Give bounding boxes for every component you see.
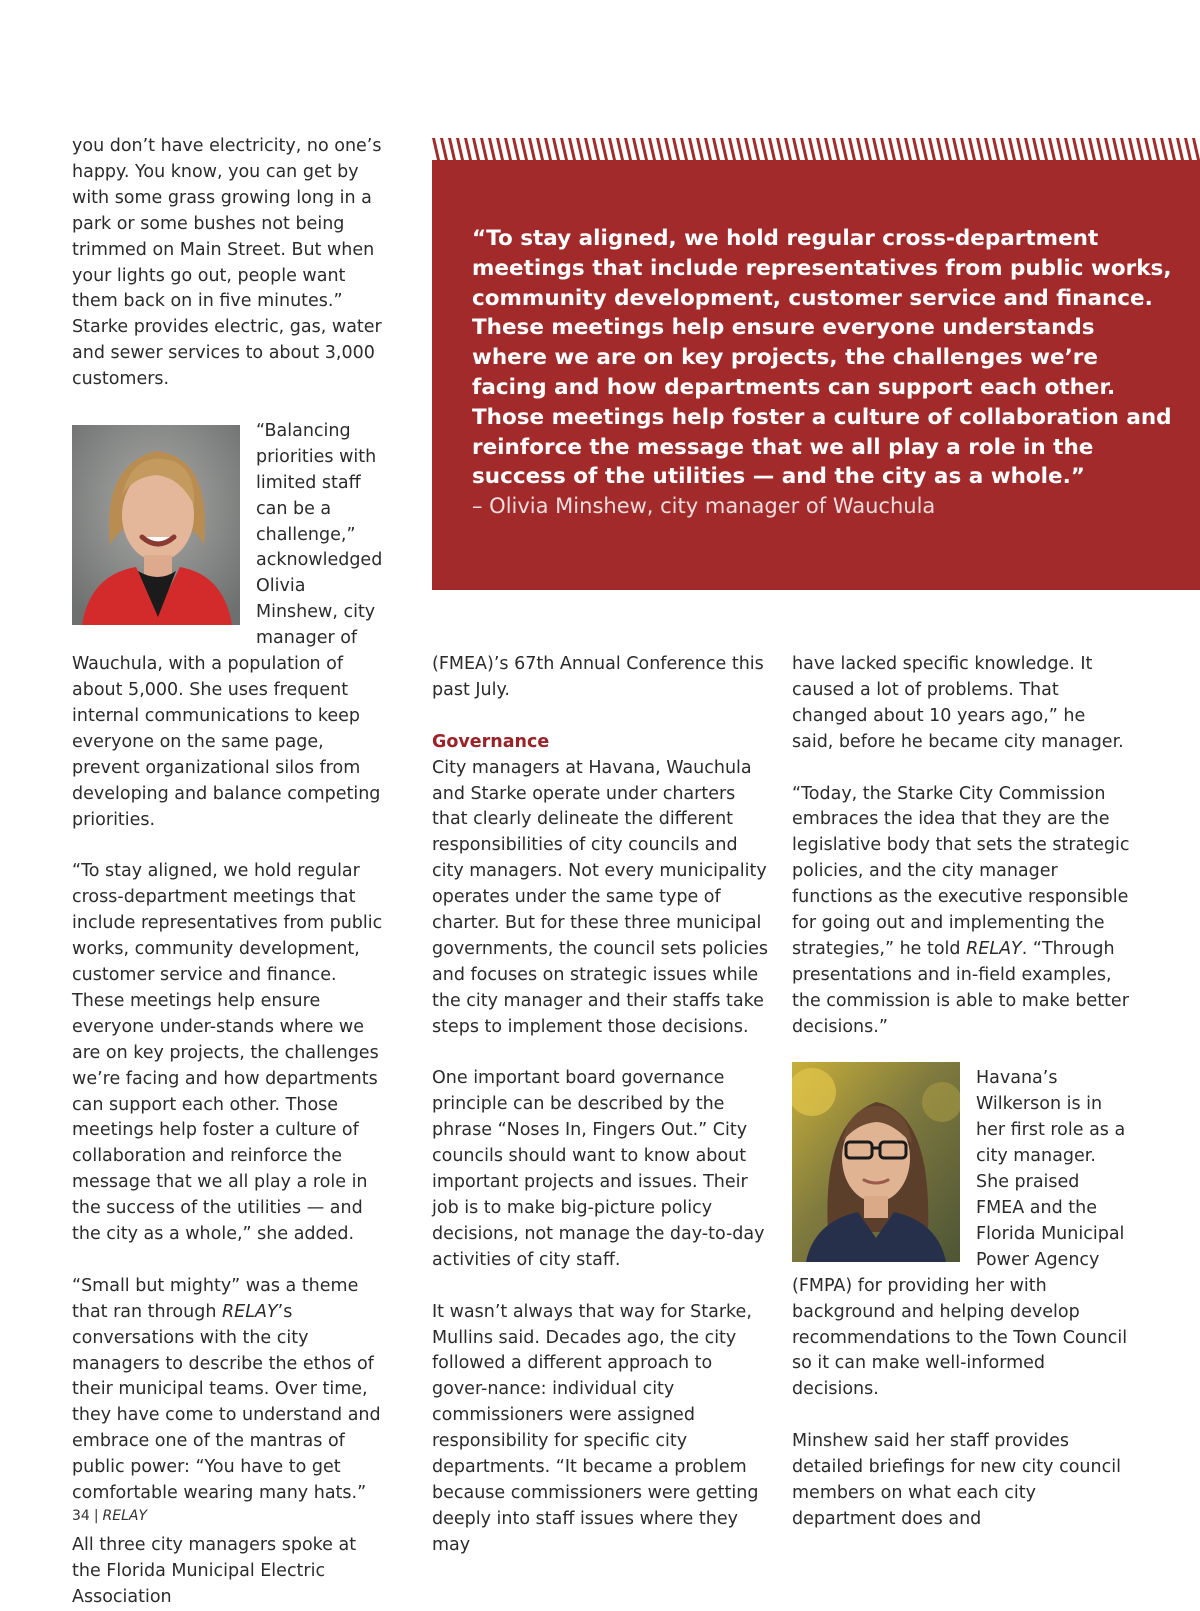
col3-paragraph-1: have lacked specific knowledge. It caused a lot of problems. That changed about 10 years ago,” he said, before he became city manager. <box>792 654 1124 752</box>
col1-paragraph-3: “To stay aligned, we hold regular cross-department meetings that include representatives from public works, community development, customer service and finance. These meetings help ensure everyone under-stands where we are on key projects, the challenges we’re facing and how departments can support each other. Those meetings help foster a culture of collaboration and reinforce the message that we all play a role in the success of the utilities — and the city as a whole,” she added. <box>72 861 383 1245</box>
article-column-2 <box>432 652 772 1559</box>
col2-paragraph-2: City managers at Havana, Wauchula and Starke operate under charters that clearly delineate the different responsibilities of city councils and city managers. Not every municipality operates under the same type of charter. But for these three municipal governments, the council sets policies and focuses on strategic issues while the city manager and their staffs take steps to implement those decisions. <box>432 757 768 1037</box>
col3-paragraph-3: Havana’s Wilkerson is in her first role as a city manager. She praised FMEA and the Florida Municipal Power Agency (FMPA) for providing her with background and helping develop recommendations to the Town Council so it can make well-informed decisions. <box>792 1068 1128 1400</box>
col1-paragraph-1: you don’t have electricity, no one’s happy. You know, you can get by with some grass growing long in a park or some bushes not being trimmed on Main Street. But when your lights go out, people want them back on in five minutes.” Starke provides electric, gas, water and sewer services to about 3,000 customers. <box>72 136 382 390</box>
col2-paragraph-3: One important board governance principle can be described by the phrase “Noses In, Fingers Out.” City councils should want to know about important projects and issues. Their job is to make big-picture policy decisions, not manage the day-to-day activities of city staff. <box>432 1068 765 1270</box>
col3-paragraph-2 <box>792 782 1132 1041</box>
col3-paragraph-4: Minshew said her staff provides detailed briefings for new city council members on what each city department does and <box>792 1431 1121 1529</box>
col1-paragraph-5: All three city managers spoke at the Florida Municipal Electric Association <box>72 1534 357 1607</box>
col1-paragraph-4 <box>72 1274 390 1507</box>
wilkerson-photo <box>792 1062 960 1262</box>
pull-quote-box <box>432 138 1200 590</box>
page-number: 34 <box>72 1508 90 1524</box>
footer-separator: | <box>93 1508 99 1524</box>
article-column-1 <box>72 134 390 1611</box>
olivia-minshew-photo <box>72 425 240 625</box>
page-footer <box>72 1508 147 1524</box>
relay-title-inline: RELAY <box>222 1301 278 1322</box>
col2-paragraph-1: (FMEA)’s 67th Annual Conference this past July. <box>432 654 764 700</box>
article-column-3 <box>792 652 1132 1533</box>
col1-paragraph-2: “Balancing priorities with limited staff can be a challenge,” acknowledged Olivia Minshew, city manager of Wauchula, with a population of about 5,000. She uses frequent internal communications to keep everyone on the same page, prevent organizational silos from developing and balance competing priorities. <box>72 420 383 830</box>
pull-quote-attribution: – Olivia Minshew, city manager of Wauchula <box>472 494 936 518</box>
publication-name: RELAY <box>102 1508 148 1524</box>
col1-p4-start: “Small but mighty” was a theme that ran through <box>72 1275 359 1322</box>
col1-p4-end: ’s conversations with the city managers to describe the ethos of their municipal teams. Over time, they have come to understand and embrace one of the mantras of public power: “You have to get comfortable wearing many hats.” <box>72 1301 381 1504</box>
col3-p2-end: . “Through presentations and in-field examples, the commission is able to make better decisions.” <box>792 938 1129 1037</box>
hatch-pattern-decoration <box>432 138 1200 160</box>
relay-title-inline: RELAY <box>966 938 1022 959</box>
col3-p2-start: “Today, the Starke City Commission embraces the idea that they are the legislative body that sets the strategic policies, and the city manager functions as the executive responsible for going out and implementing the strategies,” he told <box>792 783 1130 959</box>
col2-paragraph-4: It wasn’t always that way for Starke, Mullins said. Decades ago, the city followed a different approach to gover-nance: individual city commissioners were assigned responsibility for specific city departments. “It became a problem because commissioners were getting deeply into staff issues where they may <box>432 1301 759 1555</box>
pull-quote-text: “To stay aligned, we hold regular cross-department meetings that include representatives from public works, community development, customer service and finance. These meetings help ensure everyone understands where we are on key projects, the challenges we’re facing and how departments can support each other. Those meetings help foster a culture of collaboration and reinforce the message that we all play a role in the success of the utilities — and the city as a whole.” <box>472 226 1172 490</box>
section-heading-governance: Governance <box>432 731 550 752</box>
